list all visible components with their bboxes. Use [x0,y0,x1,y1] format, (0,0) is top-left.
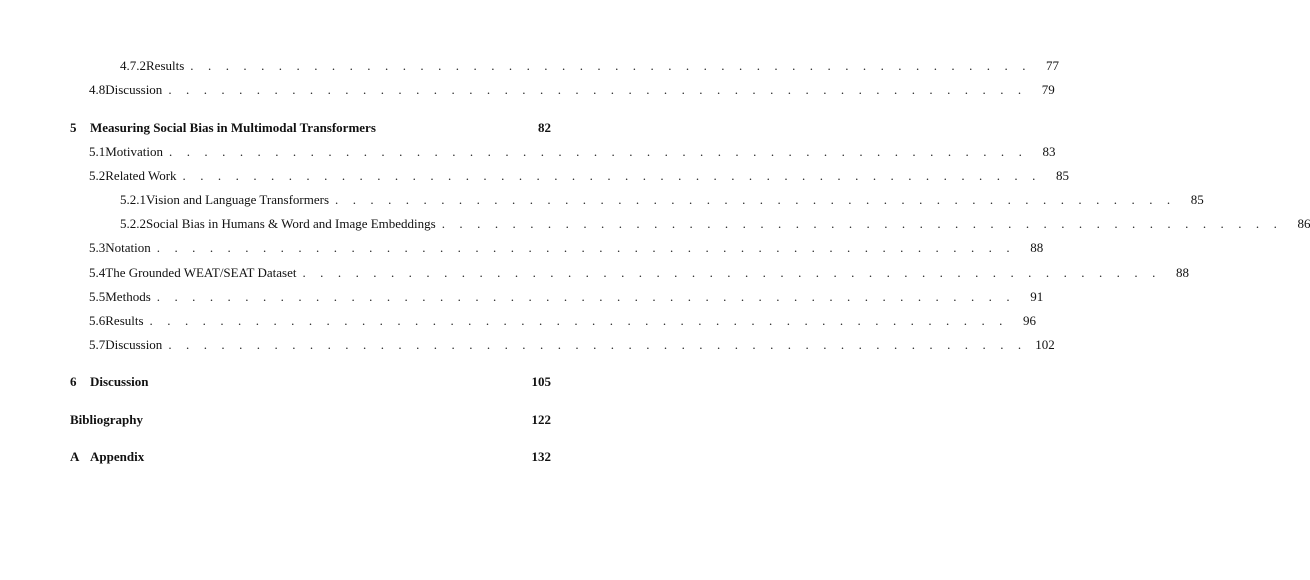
dot-leader: . . . . . . . . . . . . . . . . . . . . . . . . . . . . . . . . . . . . . . . . . . . . . . . . . [156,240,1016,255]
toc-entry-page: 86 [1297,216,1310,231]
toc-entry-number: 5.1 [89,144,106,159]
dot-leader: . . . . . . . . . . . . . . . . . . . . . . . . . . . . . . . . . . . . . . . . . . . . . . . . [190,58,1032,73]
toc-entry-page: 96 [1023,313,1036,328]
toc-chapter-title: Bibliography [70,412,143,427]
toc-entry-number: 5.6 [89,313,106,328]
toc-entry-number: 5.2 [89,168,106,183]
dot-leader: . . . . . . . . . . . . . . . . . . . . . . . . . . . . . . . . . . . . . . . . . . . . . . . . . [169,144,1028,159]
toc-entry-page: 88 [1175,265,1189,280]
toc-entry-page: 91 [1030,289,1044,304]
toc-entry-title: Related Work [105,168,177,183]
toc-entry-page: 83 [1042,144,1056,159]
toc-chapter-page: 82 [538,120,551,135]
toc-entry-number: 5.7 [89,337,106,352]
toc-chapter-number: 5 [70,120,77,135]
toc-appendix[interactable] [70,447,551,467]
toc-entry-title: Results [146,58,185,73]
dot-leader: . . . . . . . . . . . . . . . . . . . . . . . . . . . . . . . . . . . . . . . . . . . . . . . . . [168,337,1027,352]
toc-entry-5-6[interactable] [89,311,1036,331]
toc-entry-title: Discussion [105,337,163,352]
toc-entry-5-1[interactable] [89,142,1056,162]
toc-entry-title: Discussion [105,82,163,97]
toc-entry-5-7[interactable] [89,335,1055,355]
toc-entry-title: Results [105,313,144,328]
toc-entry-5-4[interactable] [89,263,1189,283]
toc-chapter-title: Measuring Social Bias in Multimodal Transformers [90,120,376,135]
toc-entry-page: 85 [1190,192,1204,207]
toc-entry-5-2-2[interactable] [120,214,1310,234]
toc-entry-number: 4.7.2 [120,58,146,73]
toc-entry-number: 5.2.2 [120,216,146,231]
toc-chapter-page: 132 [531,449,551,464]
dot-leader: . . . . . . . . . . . . . . . . . . . . . . . . . . . . . . . . . . . . . . . . . . . . . . . . [441,216,1283,231]
dot-leader: . . . . . . . . . . . . . . . . . . . . . . . . . . . . . . . . . . . . . . . . . . . . . . . . . [149,313,1008,328]
toc-chapter-5[interactable] [70,118,551,138]
toc-entry-page: 85 [1055,168,1069,183]
toc-entry-number: 4.8 [89,82,106,97]
toc-entry-5-2-1[interactable] [120,190,1204,210]
toc-chapter-number: 6 [70,374,77,389]
toc-chapter-title: Discussion [90,374,149,389]
dot-leader: . . . . . . . . . . . . . . . . . . . . . . . . . . . . . . . . . . . . . . . . . . . . . . . . . [182,168,1041,183]
toc-entry-number: 5.3 [89,240,106,255]
toc-chapter-6[interactable] [70,372,551,392]
toc-entry-title: Methods [105,289,151,304]
toc-entry-5-2[interactable] [89,166,1069,186]
toc-entry-4-8[interactable] [89,80,1055,100]
toc-entry-number: 5.2.1 [120,192,146,207]
toc-entry-page: 102 [1035,337,1055,352]
toc-chapter-page: 105 [531,374,551,389]
dot-leader: . . . . . . . . . . . . . . . . . . . . . . . . . . . . . . . . . . . . . . . . . . . . . . . . [335,192,1176,207]
toc-entry-5-3[interactable] [89,238,1044,258]
toc-entry-title: Motivation [105,144,164,159]
toc-chapter-page: 122 [531,412,551,427]
toc-bibliography[interactable] [70,410,551,430]
dot-leader: . . . . . . . . . . . . . . . . . . . . . . . . . . . . . . . . . . . . . . . . . . . . . . . . . [156,289,1016,304]
toc-chapter-title: Appendix [90,449,145,464]
toc-entry-title: Notation [105,240,151,255]
toc-entry-page: 77 [1046,58,1060,73]
dot-leader: . . . . . . . . . . . . . . . . . . . . . . . . . . . . . . . . . . . . . . . . . . . . . . . . . [168,82,1027,97]
toc-entry-title: The Grounded WEAT/SEAT Dataset [105,265,297,280]
dot-leader: . . . . . . . . . . . . . . . . . . . . . . . . . . . . . . . . . . . . . . . . . . . . . . . . . [302,265,1161,280]
toc-entry-4-7-2[interactable] [120,56,1060,76]
toc-entry-page: 88 [1030,240,1044,255]
toc-entry-title: Social Bias in Humans & Word and Image Embeddings [146,216,436,231]
toc-entry-number: 5.5 [89,289,106,304]
toc-entry-page: 79 [1041,82,1055,97]
toc-entry-number: 5.4 [89,265,106,280]
toc-entry-title: Vision and Language Transformers [146,192,329,207]
toc-chapter-number: A [70,449,80,464]
toc-entry-5-5[interactable] [89,287,1044,307]
